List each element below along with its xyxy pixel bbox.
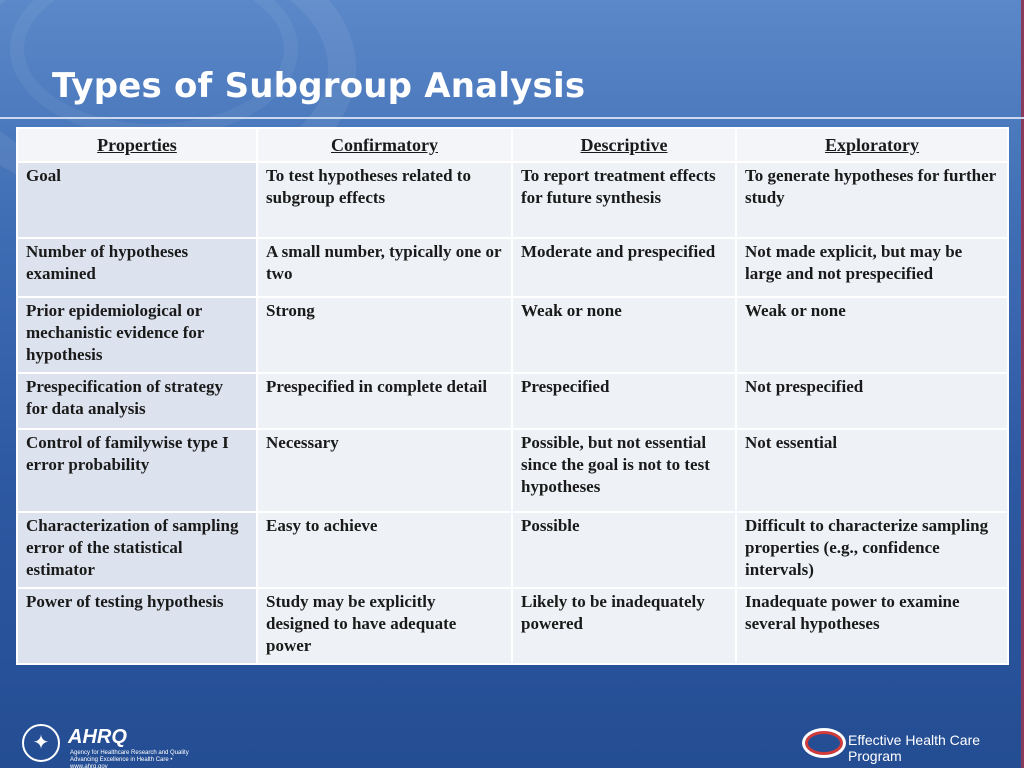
row-property-familywise-error: Control of familywise type I error probability [17, 429, 257, 512]
table-cell: Not made explicit, but may be large and not prespecified [736, 238, 1008, 297]
table-cell: To generate hypotheses for further study [736, 162, 1008, 238]
header-exploratory: Exploratory [736, 128, 1008, 162]
table-cell: Inadequate power to examine several hypotheses [736, 588, 1008, 664]
table-row [17, 162, 1008, 238]
ahrq-tagline: Agency for Healthcare Research and Quality Advancing Excellence in Health Care • www.ahrq.gov [70, 750, 189, 768]
row-property-power: Power of testing hypothesis [17, 588, 257, 664]
header-properties: Properties [17, 128, 257, 162]
table-row [17, 429, 1008, 512]
effective-health-care-icon [802, 728, 846, 758]
table-cell: To report treatment effects for future synthesis [512, 162, 736, 238]
table-cell: Possible [512, 512, 736, 588]
table-cell: A small number, typically one or two [257, 238, 512, 297]
hhs-seal-icon: ✦ [22, 724, 60, 762]
ahrq-logo: AHRQ [68, 726, 127, 748]
row-property-goal: Goal [17, 162, 257, 238]
table-row [17, 588, 1008, 664]
table-row [17, 373, 1008, 429]
table-cell: Likely to be inadequately powered [512, 588, 736, 664]
table-row [17, 512, 1008, 588]
table-row [17, 238, 1008, 297]
title-divider [0, 117, 1024, 119]
header-confirmatory: Confirmatory [257, 128, 512, 162]
program-name: Effective Health Care Program [848, 732, 981, 764]
table-cell: Prespecified in complete detail [257, 373, 512, 429]
row-property-sampling-error: Characterization of sampling error of the statistical estimator [17, 512, 257, 588]
slide-footer [0, 718, 1024, 768]
table-cell: Weak or none [736, 297, 1008, 373]
subgroup-analysis-table-container [16, 127, 1007, 665]
row-property-prior-evidence: Prior epidemiological or mechanistic evidence for hypothesis [17, 297, 257, 373]
row-property-number-of-hypotheses: Number of hypotheses examined [17, 238, 257, 297]
table-row [17, 297, 1008, 373]
table-cell: Easy to achieve [257, 512, 512, 588]
table-cell: Possible, but not essential since the goal is not to test hypotheses [512, 429, 736, 512]
table-cell: Prespecified [512, 373, 736, 429]
table-cell: Study may be explicitly designed to have adequate power [257, 588, 512, 664]
table-header-row [17, 128, 1008, 162]
table-cell: Not essential [736, 429, 1008, 512]
subgroup-analysis-table [16, 127, 1009, 665]
row-property-prespecification: Prespecification of strategy for data analysis [17, 373, 257, 429]
table-cell: Difficult to characterize sampling properties (e.g., confidence intervals) [736, 512, 1008, 588]
table-cell: Not prespecified [736, 373, 1008, 429]
table-cell: Necessary [257, 429, 512, 512]
header-descriptive: Descriptive [512, 128, 736, 162]
table-cell: Weak or none [512, 297, 736, 373]
table-cell: Strong [257, 297, 512, 373]
table-cell: To test hypotheses related to subgroup effects [257, 162, 512, 238]
slide-title: Types of Subgroup Analysis [52, 66, 586, 106]
table-cell: Moderate and prespecified [512, 238, 736, 297]
